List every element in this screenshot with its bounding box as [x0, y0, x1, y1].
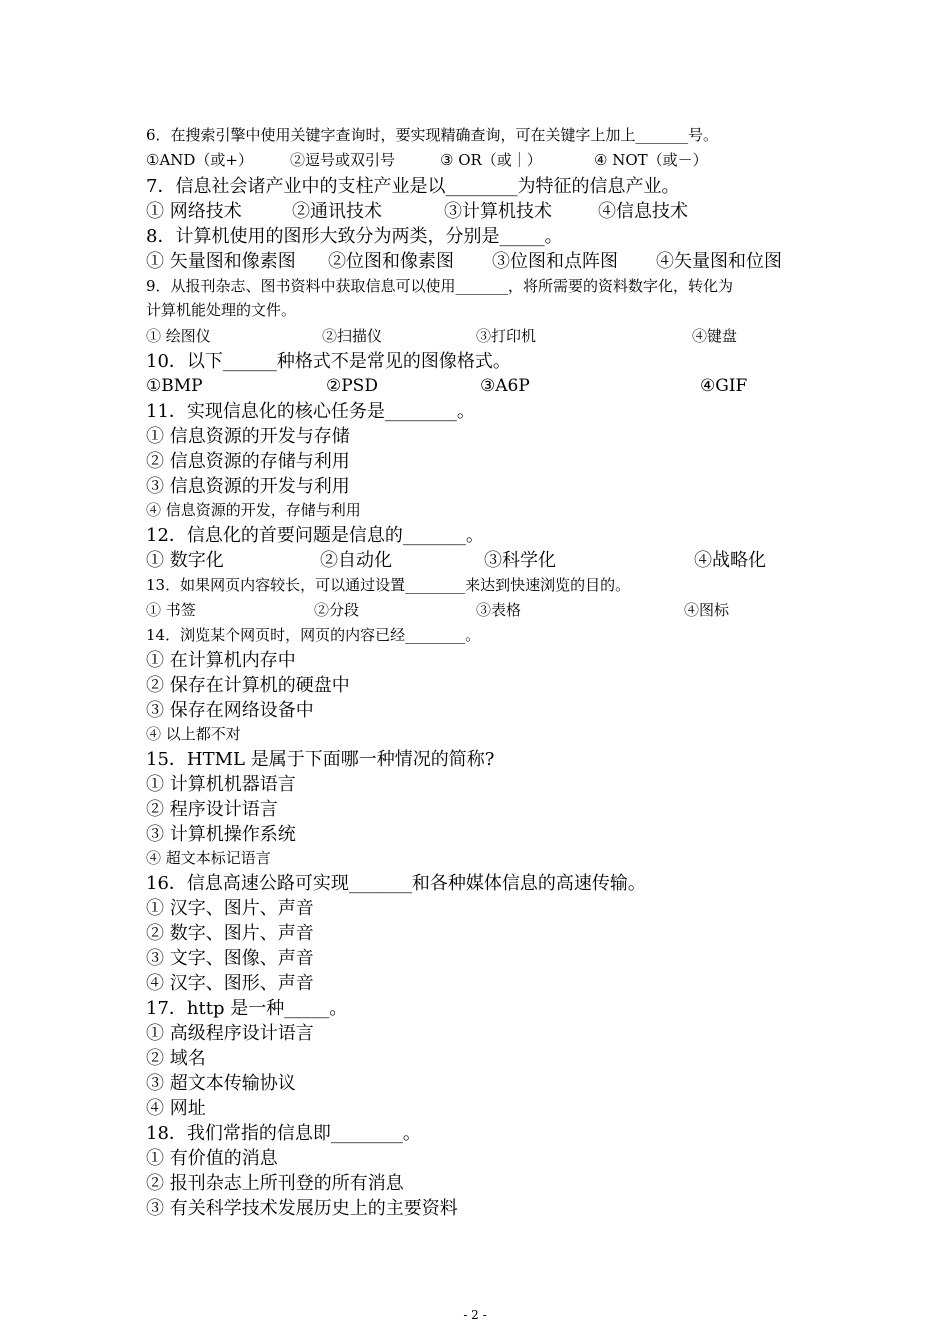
question-12-stem: 12．信息化的首要问题是信息的_______。: [146, 525, 484, 546]
q7-option-2: ②通讯技术: [292, 201, 382, 222]
page-number: - 2 -: [463, 1308, 487, 1322]
q6-option-2: ②逗号或双引号: [290, 151, 396, 169]
q10-option-1: ①BMP: [146, 376, 203, 396]
question-13-stem: 13．如果网页内容较长，可以通过设置________来达到快速浏览的目的。: [146, 576, 631, 594]
q14-option-3: ③ 保存在网络设备中: [146, 700, 314, 721]
q12-option-2: ②自动化: [320, 550, 392, 571]
question-10-options: [146, 378, 846, 398]
question-8-stem: 8．计算机使用的图形大致分为两类，分别是_____。: [146, 226, 563, 247]
q17-option-1: ① 高级程序设计语言: [146, 1023, 314, 1044]
q17-option-2: ② 域名: [146, 1048, 206, 1069]
q15-option-2: ② 程序设计语言: [146, 799, 278, 820]
q13-option-1: ① 书签: [146, 601, 196, 619]
q16-option-4: ④ 汉字、图形、声音: [146, 973, 314, 994]
q10-option-4: ④GIF: [700, 376, 748, 396]
question-9-stem-line1: 9．从报刊杂志、图书资料中获取信息可以使用_______，将所需要的资料数字化，转化为: [146, 277, 734, 295]
q10-option-3: ③A6P: [480, 376, 530, 396]
q9-option-1: ① 绘图仪: [146, 327, 211, 345]
q14-option-2: ② 保存在计算机的硬盘中: [146, 675, 350, 696]
question-8-options: [146, 253, 846, 273]
q18-option-3: ③ 有关科学技术发展历史上的主要资料: [146, 1198, 458, 1219]
q7-option-3: ③计算机技术: [444, 201, 552, 222]
q12-option-1: ① 数字化: [146, 550, 224, 571]
q8-option-1: ① 矢量图和像素图: [146, 251, 296, 272]
q8-option-4: ④矢量图和位图: [656, 251, 782, 272]
question-14-stem: 14．浏览某个网页时，网页的内容已经________。: [146, 626, 481, 644]
q15-option-3: ③ 计算机操作系统: [146, 824, 296, 845]
question-11-stem: 11．实现信息化的核心任务是________。: [146, 401, 475, 422]
q18-option-1: ① 有价值的消息: [146, 1148, 278, 1169]
question-6-stem: 6．在搜索引擎中使用关键字查询时，要实现精确查询，可在关键字上加上_______号。: [146, 126, 719, 144]
question-15-stem: 15．HTML 是属于下面哪一种情况的简称?: [146, 749, 495, 770]
q16-option-3: ③ 文字、图像、声音: [146, 948, 314, 969]
q6-option-3: ③ OR（或｜）: [440, 151, 542, 169]
question-7-stem: 7．信息社会诸产业中的支柱产业是以________为特征的信息产业。: [146, 176, 680, 197]
question-13-options: [146, 603, 846, 621]
question-10-stem: 10．以下______种格式不是常见的图像格式。: [146, 351, 511, 372]
question-17-stem: 17．http 是一种_____。: [146, 998, 348, 1019]
q11-option-3: ③ 信息资源的开发与利用: [146, 476, 350, 497]
q15-option-4: ④ 超文本标记语言: [146, 849, 271, 867]
question-16-stem: 16．信息高速公路可实现_______和各种媒体信息的高速传输。: [146, 873, 646, 894]
q7-option-4: ④信息技术: [598, 201, 688, 222]
question-9-stem-line2: 计算机能处理的文件。: [146, 301, 297, 319]
q11-option-1: ① 信息资源的开发与存储: [146, 426, 350, 447]
q16-option-1: ① 汉字、图片、声音: [146, 898, 314, 919]
q6-option-4: ④ NOT（或－）: [594, 151, 708, 169]
q8-option-2: ②位图和像素图: [328, 251, 454, 272]
q13-option-4: ④图标: [684, 601, 730, 619]
q12-option-3: ③科学化: [484, 550, 556, 571]
q9-option-3: ③打印机: [476, 327, 537, 345]
question-18-stem: 18．我们常指的信息即________。: [146, 1123, 421, 1144]
q16-option-2: ② 数字、图片、声音: [146, 923, 314, 944]
q15-option-1: ① 计算机机器语言: [146, 774, 296, 795]
question-12-options: [146, 552, 846, 572]
q18-option-2: ② 报刊杂志上所刊登的所有消息: [146, 1173, 404, 1194]
q9-option-4: ④键盘: [692, 327, 738, 345]
q17-option-3: ③ 超文本传输协议: [146, 1073, 296, 1094]
q11-option-4: ④ 信息资源的开发，存储与利用: [146, 501, 361, 519]
q13-option-2: ②分段: [314, 601, 360, 619]
question-7-options: [146, 203, 846, 223]
q13-option-3: ③表格: [476, 601, 522, 619]
q12-option-4: ④战略化: [694, 550, 766, 571]
q11-option-2: ② 信息资源的存储与利用: [146, 451, 350, 472]
q8-option-3: ③位图和点阵图: [492, 251, 618, 272]
question-6-options: [146, 153, 846, 171]
q14-option-1: ① 在计算机内存中: [146, 650, 296, 671]
q6-option-1: ①AND（或+）: [146, 151, 253, 169]
question-9-options: [146, 329, 846, 347]
q10-option-2: ②PSD: [326, 376, 378, 396]
q14-option-4: ④ 以上都不对: [146, 725, 241, 743]
q7-option-1: ① 网络技术: [146, 201, 242, 222]
q17-option-4: ④ 网址: [146, 1098, 206, 1119]
q9-option-2: ②扫描仪: [322, 327, 383, 345]
